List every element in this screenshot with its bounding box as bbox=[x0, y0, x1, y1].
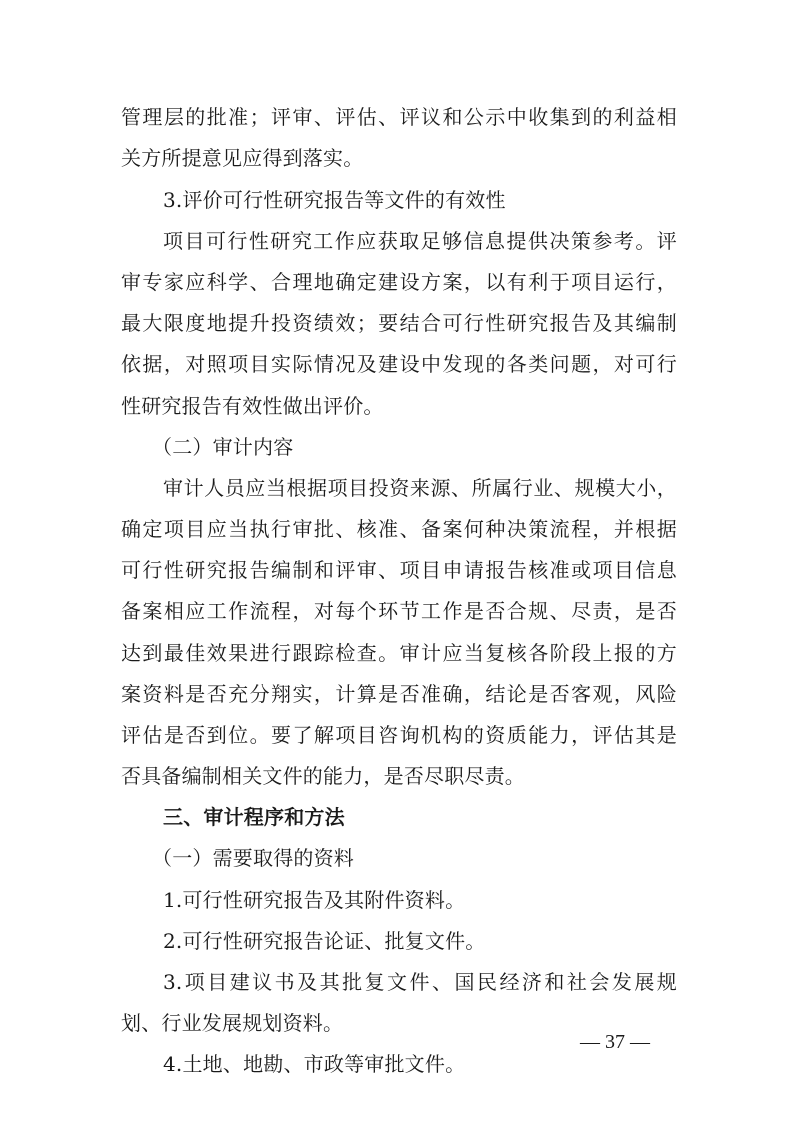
paragraph-line: 性研究报告有效性做出评价。 bbox=[121, 394, 384, 418]
paragraph-line: 可行性研究报告编制和评审、项目申请报告核准或项目信息 bbox=[121, 558, 677, 582]
list-item-continuation: 划、行业发展规划资料。 bbox=[121, 1011, 344, 1035]
list-item: 2.可行性研究报告论证、批复文件。 bbox=[163, 929, 486, 953]
list-item: 4.土地、地勘、市政等审批文件。 bbox=[163, 1052, 466, 1076]
subsection-heading: 3.评价可行性研究报告等文件的有效性 bbox=[163, 188, 506, 212]
page-number: — 37 — bbox=[580, 1031, 650, 1053]
paragraph-line: 最大限度地提升投资绩效；要结合可行性研究报告及其编制 bbox=[121, 311, 677, 335]
chapter-heading: 三、审计程序和方法 bbox=[163, 805, 345, 829]
section-heading: （一）需要取得的资料 bbox=[152, 846, 354, 870]
paragraph-line: 评估是否到位。要了解项目咨询机构的资质能力，评估其是 bbox=[121, 723, 677, 747]
paragraph-line: 审计人员应当根据项目投资来源、所属行业、规模大小， bbox=[163, 476, 677, 500]
paragraph-line: 否具备编制相关文件的能力，是否尽职尽责。 bbox=[121, 764, 525, 788]
list-item: 3.项目建议书及其批复文件、国民经济和社会发展规 bbox=[163, 970, 677, 994]
list-item: 1.可行性研究报告及其附件资料。 bbox=[163, 888, 466, 912]
paragraph-line: 项目可行性研究工作应获取足够信息提供决策参考。评 bbox=[163, 229, 677, 253]
paragraph-line: 关方所提意见应得到落实。 bbox=[121, 146, 364, 170]
paragraph-line: 依据，对照项目实际情况及建设中发现的各类问题，对可行 bbox=[121, 352, 677, 376]
paragraph-line: 管理层的批准；评审、评估、评议和公示中收集到的利益相 bbox=[121, 105, 677, 129]
paragraph-line: 备案相应工作流程，对每个环节工作是否合规、尽责，是否 bbox=[121, 599, 677, 623]
paragraph-line: 案资料是否充分翔实，计算是否准确，结论是否客观，风险 bbox=[121, 682, 677, 706]
paragraph-line: 审专家应科学、合理地确定建设方案，以有利于项目运行， bbox=[121, 270, 677, 294]
paragraph-line: 确定项目应当执行审批、核准、备案何种决策流程，并根据 bbox=[121, 517, 677, 541]
section-heading: （二）审计内容 bbox=[152, 435, 294, 459]
paragraph-line: 达到最佳效果进行跟踪检查。审计应当复核各阶段上报的方 bbox=[121, 641, 677, 665]
